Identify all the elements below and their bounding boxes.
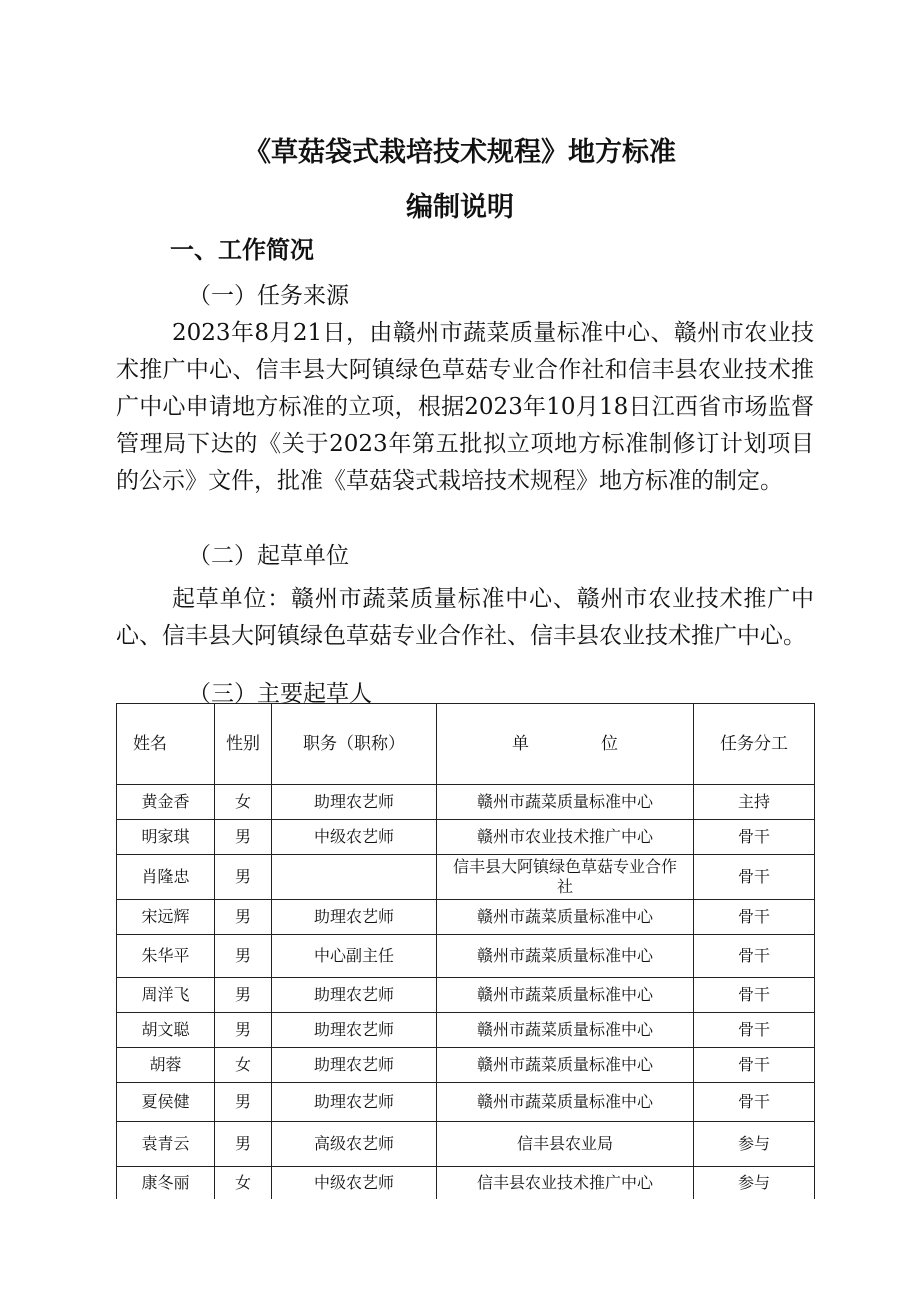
cell-title: 中心副主任 [272, 935, 437, 978]
table-row [117, 855, 815, 900]
cell-name: 袁青云 [117, 1122, 215, 1167]
cell-title: 助理农艺师 [272, 1048, 437, 1083]
header-unit: 单 位 [437, 704, 694, 785]
cell-title: 助理农艺师 [272, 785, 437, 820]
drafters-table [116, 703, 815, 1199]
cell-unit: 信丰县农业技术推广中心 [437, 1167, 694, 1200]
cell-role: 参与 [694, 1122, 815, 1167]
cell-name: 朱华平 [117, 935, 215, 978]
header-name: 姓名 [117, 704, 215, 785]
table-row [117, 1167, 815, 1200]
paragraph-task-source: 2023年8月21日，由赣州市蔬菜质量标准中心、赣州市农业技术推广中心、信丰县大阿镇绿色草菇专业合作社和信丰县农业技术推广中心申请地方标准的立项，根据2023年10月18日江西省市场监督管理局下达的《关于2023年第五批拟立项地方标准制修订计划项目的公示》文件，批准《草菇袋式栽培技术规程》地方标准的制定。 [116, 320, 814, 494]
cell-role: 骨干 [694, 978, 815, 1013]
cell-gender: 女 [215, 1048, 272, 1083]
cell-gender: 男 [215, 1083, 272, 1122]
table-row [117, 978, 815, 1013]
cell-name: 夏侯健 [117, 1083, 215, 1122]
paragraph-drafting-units: 起草单位：赣州市蔬菜质量标准中心、赣州市农业技术推广中心、信丰县大阿镇绿色草菇专业合作社、信丰县农业技术推广中心。 [116, 586, 814, 649]
cell-role: 骨干 [694, 855, 815, 900]
document-title: 《草菇袋式栽培技术规程》地方标准 [244, 137, 676, 168]
cell-gender: 女 [215, 1167, 272, 1200]
cell-role: 骨干 [694, 1048, 815, 1083]
table-header-row [117, 704, 815, 785]
header-role: 任务分工 [694, 704, 815, 785]
cell-unit: 赣州市蔬菜质量标准中心 [437, 1083, 694, 1122]
cell-gender: 女 [215, 785, 272, 820]
cell-name: 明家琪 [117, 820, 215, 855]
cell-gender: 男 [215, 1013, 272, 1048]
cell-role: 主持 [694, 785, 815, 820]
cell-title [272, 855, 437, 900]
subsection-heading-main-drafters: （三）主要起草人 [188, 681, 372, 707]
table-row [117, 820, 815, 855]
cell-role: 参与 [694, 1167, 815, 1200]
section-heading-work-overview: 一、工作简况 [170, 236, 314, 264]
cell-unit: 信丰县农业局 [437, 1122, 694, 1167]
cell-role: 骨干 [694, 820, 815, 855]
cell-gender: 男 [215, 900, 272, 935]
cell-title: 中级农艺师 [272, 1167, 437, 1200]
table-row [117, 1048, 815, 1083]
cell-unit: 赣州市蔬菜质量标准中心 [437, 935, 694, 978]
cell-title: 助理农艺师 [272, 900, 437, 935]
cell-gender: 男 [215, 855, 272, 900]
cell-title: 助理农艺师 [272, 1013, 437, 1048]
header-title: 职务（职称） [272, 704, 437, 785]
cell-unit: 赣州市蔬菜质量标准中心 [437, 900, 694, 935]
cell-name: 胡文聪 [117, 1013, 215, 1048]
cell-unit: 赣州市蔬菜质量标准中心 [437, 785, 694, 820]
cell-name: 黄金香 [117, 785, 215, 820]
table-row [117, 1013, 815, 1048]
cell-unit: 赣州市农业技术推广中心 [437, 820, 694, 855]
cell-title: 助理农艺师 [272, 978, 437, 1013]
table-row [117, 900, 815, 935]
cell-unit: 信丰县大阿镇绿色草菇专业合作社 [437, 855, 694, 900]
cell-title: 中级农艺师 [272, 820, 437, 855]
subsection-heading-task-source: （一）任务来源 [188, 283, 349, 309]
cell-role: 骨干 [694, 1013, 815, 1048]
table-row [117, 785, 815, 820]
document-subtitle: 编制说明 [406, 192, 514, 223]
table-row [117, 935, 815, 978]
subsection-heading-drafting-units: （二）起草单位 [188, 543, 349, 569]
cell-name: 周洋飞 [117, 978, 215, 1013]
cell-role: 骨干 [694, 935, 815, 978]
cell-unit: 赣州市蔬菜质量标准中心 [437, 1048, 694, 1083]
table-row [117, 1083, 815, 1122]
cell-gender: 男 [215, 935, 272, 978]
cell-name: 宋远辉 [117, 900, 215, 935]
table-row [117, 1122, 815, 1167]
cell-name: 肖隆忠 [117, 855, 215, 900]
cell-unit: 赣州市蔬菜质量标准中心 [437, 1013, 694, 1048]
cell-title: 助理农艺师 [272, 1083, 437, 1122]
cell-role: 骨干 [694, 1083, 815, 1122]
cell-title: 高级农艺师 [272, 1122, 437, 1167]
cell-gender: 男 [215, 820, 272, 855]
cell-role: 骨干 [694, 900, 815, 935]
header-gender: 性别 [215, 704, 272, 785]
cell-unit: 赣州市蔬菜质量标准中心 [437, 978, 694, 1013]
cell-gender: 男 [215, 978, 272, 1013]
cell-name: 胡蓉 [117, 1048, 215, 1083]
cell-name: 康冬丽 [117, 1167, 215, 1200]
cell-gender: 男 [215, 1122, 272, 1167]
